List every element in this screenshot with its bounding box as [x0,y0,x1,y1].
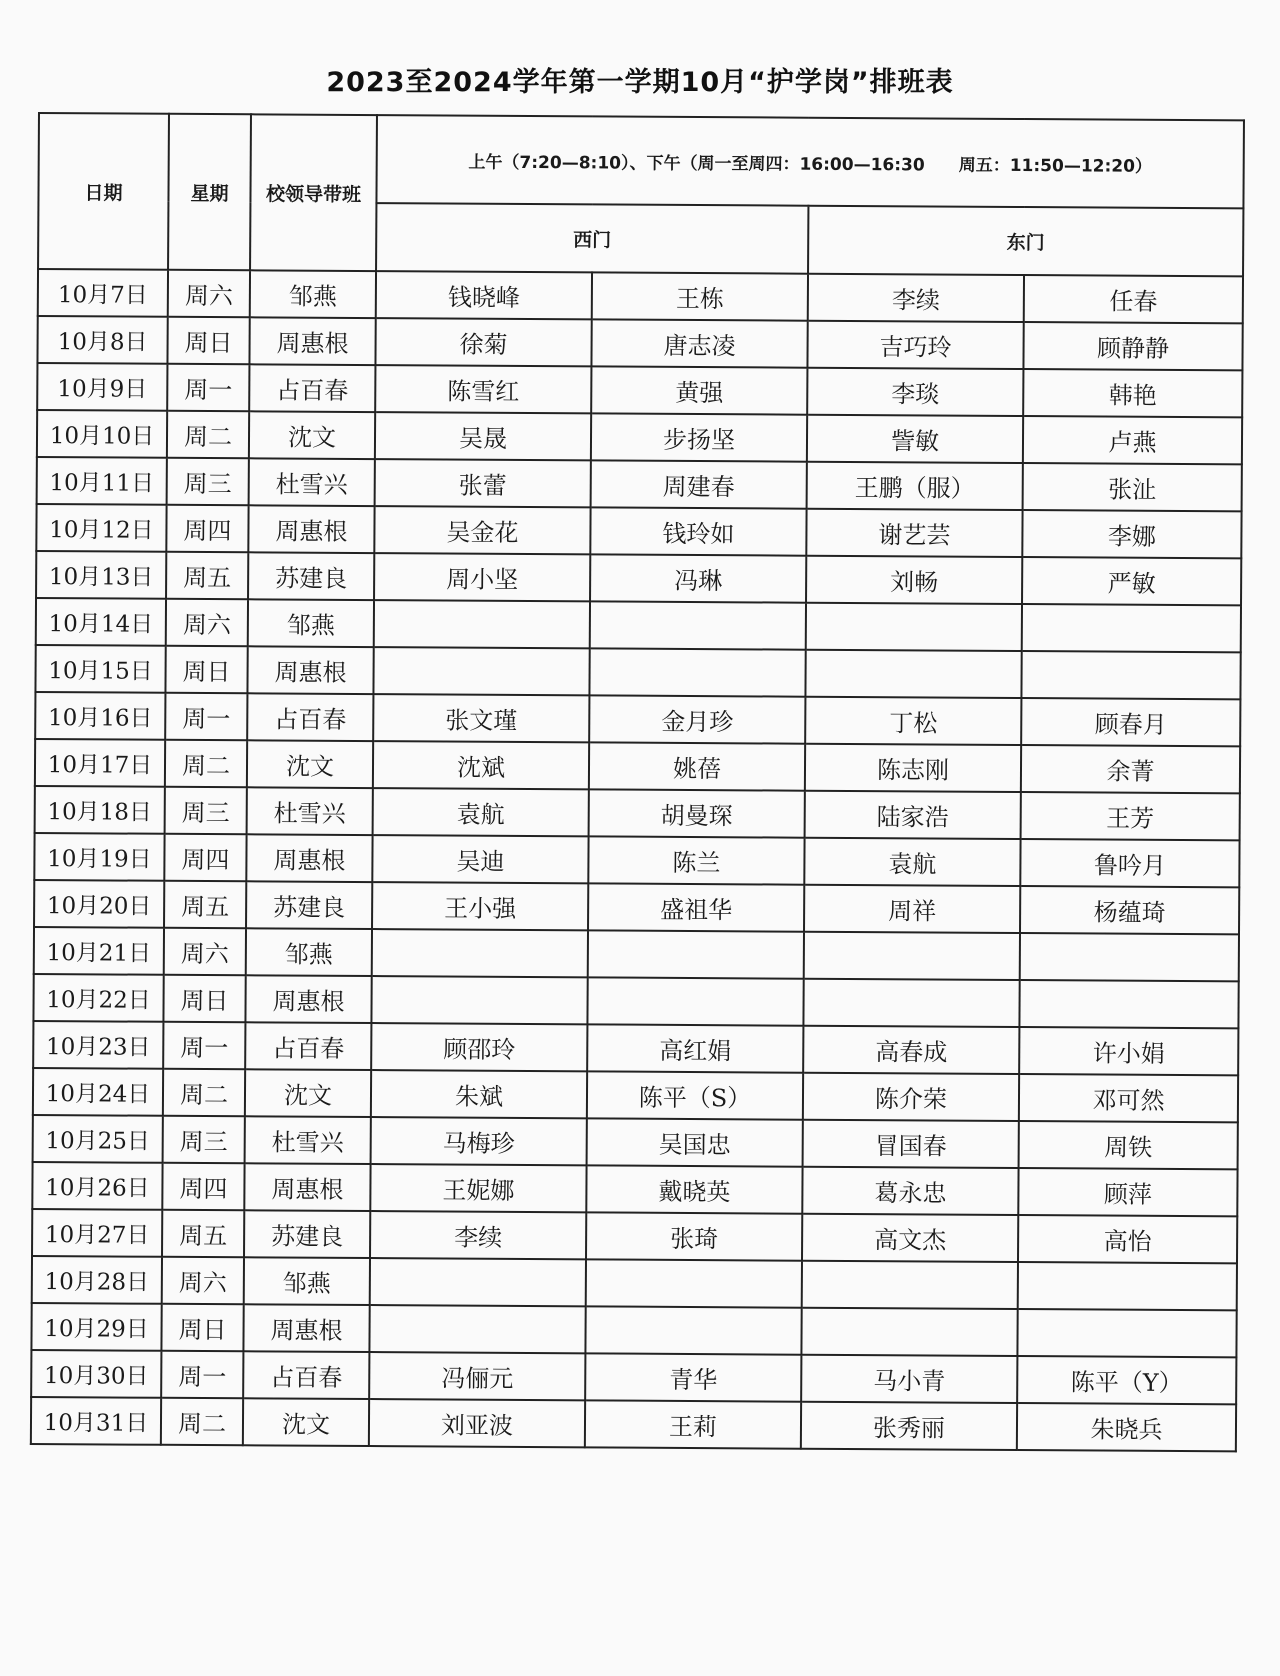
header-date: 日期 [38,113,169,270]
cell-weekday: 周三 [165,787,247,835]
cell-west-gate-1: 张文瑾 [373,694,589,742]
cell-west-gate-1: 刘亚波 [369,1399,585,1447]
cell-east-gate-1: 李续 [808,274,1024,322]
cell-date: 10月15日 [35,645,165,693]
cell-east-gate-1 [806,603,1022,651]
cell-west-gate-2: 钱玲如 [590,507,806,555]
table-row [34,880,1239,934]
cell-leader: 杜雪兴 [247,787,373,835]
cell-east-gate-2 [1018,1262,1237,1310]
cell-east-gate-2: 陈平（Y） [1017,1356,1236,1404]
cell-weekday: 周六 [168,270,250,318]
cell-west-gate-1: 沈斌 [373,741,589,789]
cell-east-gate-1 [805,650,1021,698]
cell-leader: 周惠根 [244,1163,370,1211]
cell-west-gate-2: 胡曼琛 [589,789,805,837]
cell-leader: 周惠根 [246,834,372,882]
cell-west-gate-2: 青华 [585,1353,801,1401]
cell-west-gate-1: 王妮娜 [370,1164,586,1212]
cell-west-gate-1: 冯俪元 [369,1352,585,1400]
cell-leader: 邹燕 [250,270,376,318]
cell-weekday: 周二 [167,411,249,459]
cell-west-gate-1: 钱晓峰 [376,271,592,319]
cell-date: 10月7日 [38,269,168,317]
cell-west-gate-2: 姚蓓 [589,742,805,790]
cell-east-gate-2: 杨蕴琦 [1020,886,1239,934]
cell-east-gate-2: 朱晓兵 [1017,1403,1236,1451]
table-row [35,645,1240,699]
cell-west-gate-1 [374,600,590,648]
cell-leader: 邹燕 [244,1257,370,1305]
cell-west-gate-1: 徐菊 [375,318,591,366]
cell-west-gate-2: 高红娟 [587,1024,803,1072]
cell-west-gate-1: 周小坚 [374,553,590,601]
cell-west-gate-2: 步扬坚 [591,413,807,461]
cell-west-gate-2 [588,930,804,978]
table-row [37,316,1242,370]
cell-east-gate-1 [802,1261,1018,1309]
cell-weekday: 周二 [161,1398,243,1446]
cell-east-gate-1: 葛永忠 [802,1167,1018,1215]
cell-west-gate-2: 黄强 [591,366,807,414]
cell-east-gate-2: 卢燕 [1023,416,1242,464]
cell-date: 10月21日 [34,927,164,975]
cell-leader: 周惠根 [247,646,373,694]
cell-date: 10月29日 [31,1303,161,1351]
header-east-gate: 东门 [808,206,1243,277]
cell-weekday: 周五 [162,1210,244,1258]
cell-west-gate-1 [372,929,588,977]
table-row [32,1256,1237,1310]
cell-east-gate-2: 周铁 [1019,1121,1238,1169]
cell-east-gate-2: 王芳 [1021,792,1240,840]
cell-east-gate-1: 陈志刚 [805,744,1021,792]
cell-east-gate-1: 丁松 [805,697,1021,745]
cell-date: 10月31日 [31,1397,161,1445]
cell-west-gate-1: 马梅珍 [371,1117,587,1165]
cell-east-gate-2: 余菁 [1021,745,1240,793]
cell-west-gate-1 [371,976,587,1024]
cell-east-gate-1 [803,979,1019,1027]
cell-weekday: 周日 [167,317,249,365]
cell-date: 10月25日 [33,1115,163,1163]
cell-weekday: 周六 [162,1257,244,1305]
table-row [33,1115,1238,1169]
cell-date: 10月27日 [32,1209,162,1257]
cell-leader: 沈文 [247,740,373,788]
cell-east-gate-2 [1019,980,1238,1028]
cell-east-gate-1: 周祥 [804,885,1020,933]
cell-weekday: 周六 [164,928,246,976]
cell-west-gate-2 [585,1306,801,1354]
cell-weekday: 周一 [161,1351,243,1399]
schedule-table [30,112,1245,1452]
cell-east-gate-2: 严敏 [1022,557,1241,605]
table-row [38,269,1243,323]
cell-west-gate-1: 袁航 [373,788,589,836]
cell-east-gate-2 [1020,933,1239,981]
cell-east-gate-1: 王鹏（服） [807,462,1023,510]
cell-west-gate-1: 李续 [370,1211,586,1259]
cell-east-gate-1 [801,1308,1017,1356]
cell-date: 10月11日 [37,457,167,505]
cell-west-gate-1 [373,647,589,695]
table-row [33,974,1238,1028]
cell-east-gate-1: 陈介荣 [803,1073,1019,1121]
cell-west-gate-2: 张琦 [586,1212,802,1260]
table-row [34,927,1239,981]
cell-date: 10月9日 [37,363,167,411]
cell-east-gate-1: 谢艺芸 [806,509,1022,557]
cell-west-gate-1: 陈雪红 [375,365,591,413]
cell-east-gate-2: 许小娟 [1019,1027,1238,1075]
cell-date: 10月17日 [35,739,165,787]
table-row [37,457,1242,511]
cell-date: 10月28日 [32,1256,162,1304]
cell-weekday: 周日 [165,646,247,694]
cell-west-gate-2 [589,648,805,696]
cell-west-gate-2 [587,977,803,1025]
table-row [36,504,1241,558]
cell-leader: 苏建良 [244,1210,370,1258]
cell-east-gate-2: 鲁吟月 [1020,839,1239,887]
cell-west-gate-1 [369,1305,585,1353]
cell-date: 10月13日 [36,551,166,599]
table-row [35,739,1240,793]
cell-west-gate-2: 金月珍 [589,695,805,743]
cell-leader: 苏建良 [248,552,374,600]
cell-leader: 杜雪兴 [245,1116,371,1164]
cell-date: 10月10日 [37,410,167,458]
cell-date: 10月30日 [31,1350,161,1398]
cell-leader: 邹燕 [246,928,372,976]
table-row [32,1162,1237,1216]
cell-weekday: 周六 [166,599,248,647]
cell-leader: 沈文 [243,1398,369,1446]
cell-weekday: 周三 [163,1116,245,1164]
cell-east-gate-1: 马小青 [801,1355,1017,1403]
cell-west-gate-2: 王栋 [592,272,808,320]
cell-east-gate-2: 邓可然 [1019,1074,1238,1122]
cell-weekday: 周三 [167,458,249,506]
cell-weekday: 周五 [164,881,246,929]
cell-date: 10月19日 [34,833,164,881]
table-row [32,1209,1237,1263]
cell-leader: 沈文 [249,411,375,459]
cell-leader: 占百春 [243,1351,369,1399]
cell-east-gate-1: 李琰 [807,368,1023,416]
cell-west-gate-2: 冯琳 [590,554,806,602]
cell-weekday: 周日 [163,975,245,1023]
cell-date: 10月26日 [32,1162,162,1210]
cell-east-gate-1: 高文杰 [802,1214,1018,1262]
cell-date: 10月18日 [35,786,165,834]
cell-leader: 周惠根 [243,1304,369,1352]
cell-west-gate-2: 王莉 [585,1400,801,1448]
header-weekday: 星期 [168,114,251,270]
cell-east-gate-2: 高怡 [1018,1215,1237,1263]
cell-leader: 占百春 [249,364,375,412]
cell-east-gate-1: 张秀丽 [801,1402,1017,1450]
cell-west-gate-2 [590,601,806,649]
cell-leader: 沈文 [245,1069,371,1117]
table-row [31,1303,1236,1357]
table-row [36,551,1241,605]
cell-weekday: 周日 [161,1304,243,1352]
cell-west-gate-1: 朱斌 [371,1070,587,1118]
cell-east-gate-1: 冒国春 [803,1120,1019,1168]
cell-date: 10月8日 [37,316,167,364]
cell-east-gate-2: 张沚 [1023,463,1242,511]
table-row [37,363,1242,417]
cell-east-gate-1: 高春成 [803,1026,1019,1074]
table-row [33,1021,1238,1075]
cell-west-gate-1 [370,1258,586,1306]
cell-east-gate-1 [804,932,1020,980]
cell-weekday: 周四 [164,834,246,882]
cell-west-gate-1: 吴晟 [375,412,591,460]
cell-west-gate-2: 唐志凌 [591,319,807,367]
header-west-gate: 西门 [376,203,808,274]
cell-west-gate-1: 张蕾 [375,459,591,507]
cell-west-gate-2: 吴国忠 [587,1118,803,1166]
cell-east-gate-1: 訾敏 [807,415,1023,463]
cell-east-gate-1: 袁航 [804,838,1020,886]
cell-west-gate-1: 王小强 [372,882,588,930]
cell-date: 10月12日 [36,504,166,552]
cell-date: 10月20日 [34,880,164,928]
cell-weekday: 周二 [165,740,247,788]
cell-east-gate-2 [1022,604,1241,652]
cell-weekday: 周一 [163,1022,245,1070]
cell-weekday: 周四 [166,505,248,553]
cell-west-gate-2: 戴晓英 [586,1165,802,1213]
cell-weekday: 周四 [162,1163,244,1211]
cell-east-gate-2 [1021,651,1240,699]
cell-leader: 杜雪兴 [249,458,375,506]
table-row [36,598,1241,652]
cell-west-gate-2: 盛祖华 [588,883,804,931]
cell-weekday: 周一 [165,693,247,741]
cell-east-gate-2: 顾春月 [1021,698,1240,746]
cell-weekday: 周五 [166,552,248,600]
cell-west-gate-1: 吴迪 [372,835,588,883]
header-duty-time: 上午（7:20—8:10）、下午（周一至周四：16:00—16:30 周五：11:50—12:20） [376,115,1244,208]
cell-east-gate-1: 陆家浩 [805,791,1021,839]
cell-west-gate-2: 陈平（S） [587,1071,803,1119]
document-title: 2023至2024学年第一学期10月“护学岗”排班表 [326,67,954,98]
table-row [35,786,1240,840]
cell-date: 10月14日 [36,598,166,646]
cell-east-gate-1: 吉巧玲 [807,321,1023,369]
cell-date: 10月16日 [35,692,165,740]
cell-leader: 周惠根 [245,975,371,1023]
header-leader: 校领导带班 [250,114,377,271]
table-row [31,1397,1236,1451]
cell-east-gate-2: 韩艳 [1023,369,1242,417]
cell-leader: 占百春 [245,1022,371,1070]
cell-date: 10月24日 [33,1068,163,1116]
table-row [34,833,1239,887]
table-row [33,1068,1238,1122]
cell-leader: 周惠根 [249,317,375,365]
cell-west-gate-1: 吴金花 [374,506,590,554]
cell-east-gate-2: 任春 [1024,275,1243,323]
cell-leader: 占百春 [247,693,373,741]
table-row [37,410,1242,464]
cell-date: 10月23日 [33,1021,163,1069]
cell-east-gate-2: 顾萍 [1018,1168,1237,1216]
cell-west-gate-2: 周建春 [591,460,807,508]
cell-west-gate-2: 陈兰 [588,836,804,884]
cell-east-gate-1: 刘畅 [806,556,1022,604]
cell-leader: 苏建良 [246,881,372,929]
cell-east-gate-2 [1017,1309,1236,1357]
cell-weekday: 周一 [167,364,249,412]
cell-west-gate-1: 顾邵玲 [371,1023,587,1071]
table-row [31,1350,1236,1404]
table-row [35,692,1240,746]
cell-east-gate-2: 顾静静 [1023,322,1242,370]
cell-east-gate-2: 李娜 [1022,510,1241,558]
cell-date: 10月22日 [33,974,163,1022]
cell-weekday: 周二 [163,1069,245,1117]
cell-leader: 邹燕 [248,599,374,647]
schedule-rows [31,269,1243,1451]
cell-west-gate-2 [586,1259,802,1307]
cell-leader: 周惠根 [248,505,374,553]
